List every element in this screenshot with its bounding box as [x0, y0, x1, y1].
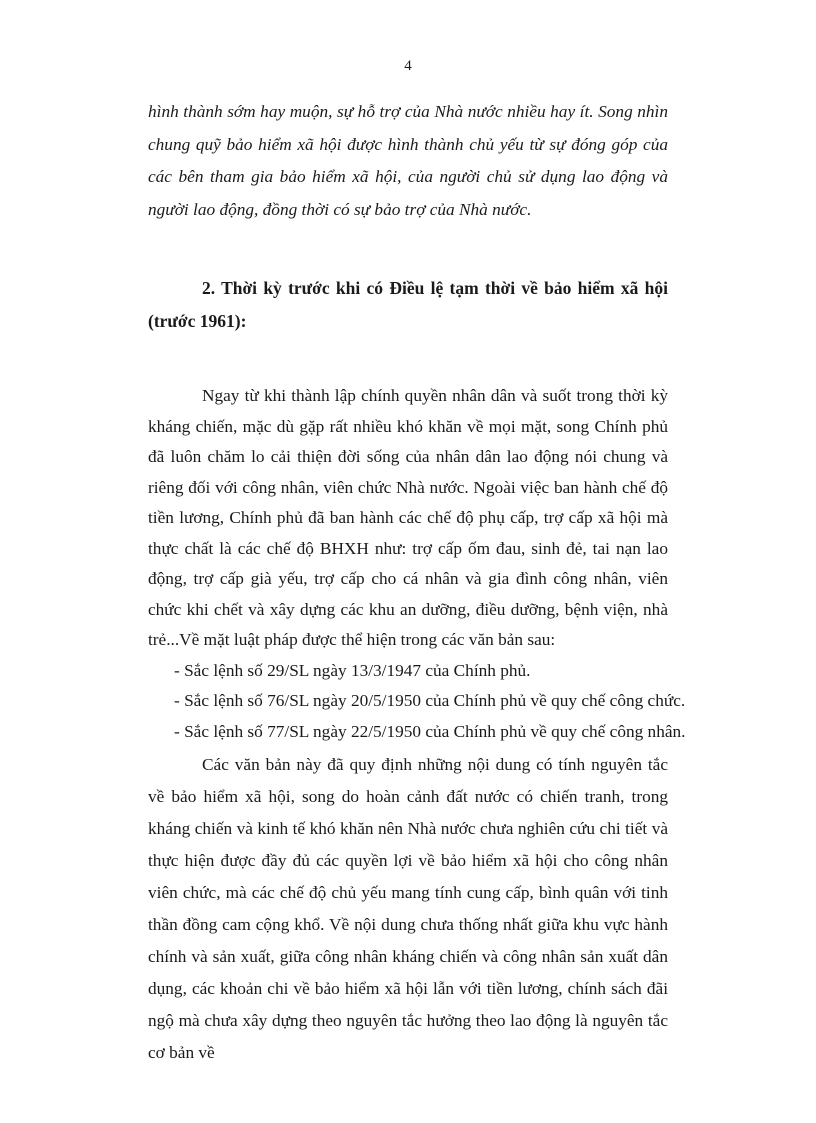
list-item: - Sắc lệnh số 76/SL ngày 20/5/1950 của Chính phủ về quy chế công chức.	[174, 691, 686, 710]
list-item: - Sắc lệnh số 29/SL ngày 13/3/1947 của Chính phủ.	[174, 660, 531, 680]
page-number: 4	[404, 58, 412, 74]
decree-list	[148, 656, 686, 748]
section-heading: 2. Thời kỳ trước khi có Điều lệ tạm thời về bảo hiểm xã hội (trước 1961):	[148, 278, 668, 331]
intro-paragraph: hình thành sớm hay muộn, sự hỗ trợ của Nhà nước nhiều hay ít. Song nhìn chung quỹ bảo hiểm xã hội được hình thành chủ yếu từ sự đóng góp của các bên tham gia bảo hiểm xã hội, của người chủ sử dụng lao động và người lao động, đồng thời có sự bảo trợ của Nhà nước.	[148, 102, 668, 219]
document-body	[148, 96, 686, 1069]
body-paragraph-2: Các văn bản này đã quy định những nội dung có tính nguyên tắc về bảo hiểm xã hội, song do hoàn cảnh đất nước có chiến tranh, trong kháng chiến và kinh tế khó khăn nên Nhà nước chưa nghiên cứu chi tiết và thực hiện được đầy đủ các quyền lợi về bảo hiểm xã hội cho công nhân viên chức, mà các chế độ chủ yếu mang tính cung cấp, bình quân với tinh thần đồng cam cộng khổ. Về nội dung chưa thống nhất giữa khu vực hành chính và sản xuất, giữa công nhân kháng chiến và công nhân sản xuất dân dụng, các khoản chi về bảo hiểm xã hội lẫn với tiền lương, chính sách đãi ngộ mà chưa xây dựng theo nguyên tắc hưởng theo lao động là nguyên tắc cơ bản về	[148, 755, 668, 1062]
list-item: - Sắc lệnh số 77/SL ngày 22/5/1950 của Chính phủ về quy chế công nhân.	[174, 721, 686, 741]
body-paragraph-1: Ngay từ khi thành lập chính quyền nhân dân và suốt trong thời kỳ kháng chiến, mặc dù gặp rất nhiều khó khăn về mọi mặt, song Chính phủ đã luôn chăm lo cải thiện đời sống của nhân dân lao động nói chung và riêng đối với công nhân, viên chức Nhà nước. Ngoài việc ban hành chế độ tiền lương, Chính phủ đã ban hành các chế độ phụ cấp, trợ cấp xã hội mà thực chất là các chế độ BHXH như: trợ cấp ốm đau, sinh đẻ, tai nạn lao động, trợ cấp già yếu, trợ cấp cho cá nhân và gia đình công nhân, viên chức khi chết và xây dựng các khu an dưỡng, điều dưỡng, bệnh viện, nhà trẻ...Về mặt luật pháp được thể hiện trong các văn bản sau:	[148, 386, 668, 649]
